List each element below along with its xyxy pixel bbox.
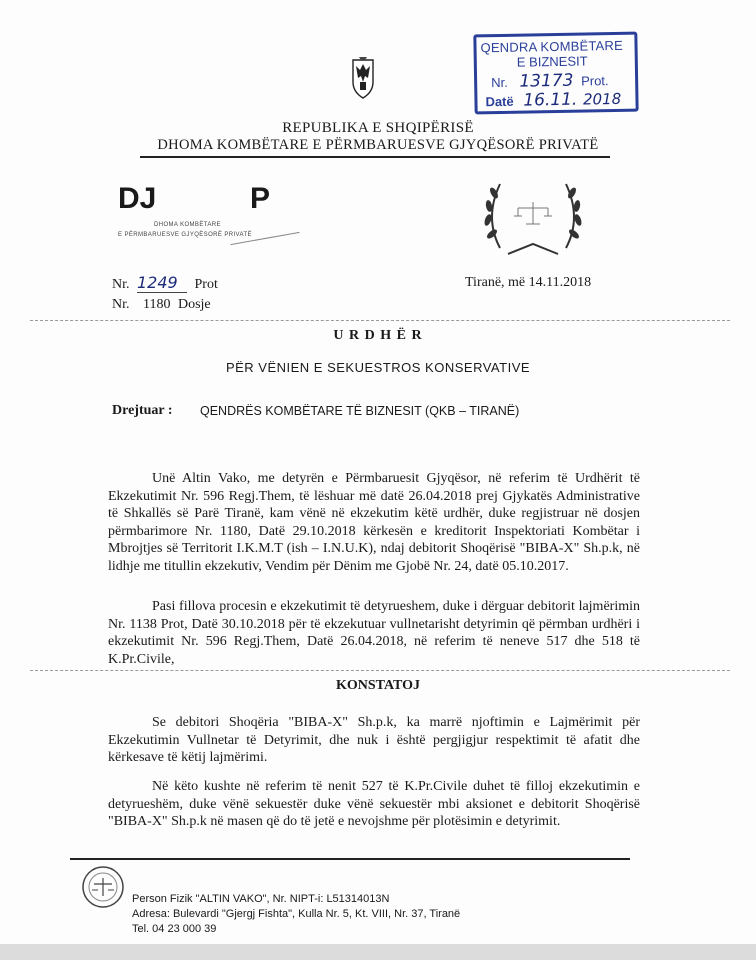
reference-divider <box>30 320 730 321</box>
stamp-date-value: 16.11. <box>523 89 578 111</box>
footer-divider <box>70 858 630 860</box>
section-heading: KONSTATOJ <box>335 678 421 693</box>
laurel-scales-seal-icon <box>478 168 588 264</box>
logo-small-line-1: DHOMA KOMBËTARE <box>154 222 221 228</box>
prot-reference <box>112 273 218 293</box>
paragraph-3-text: Se debitori Shoqëria "BIBA-X" Sh.p.k, ka marrë njoftimin e Lajmërimit për Ekzekutimin Vullnetar të Detyrimit, dhe nuk i është pergjigjur respektimit të afatit dhe kërkesave të këtij lajmërimi. <box>108 715 640 765</box>
footer-line-1: Person Fizik "ALTIN VAKO", Nr. NIPT-i: L51314013N <box>132 893 390 905</box>
header-republic: REPUBLIKA E SHQIPËRISË <box>282 120 474 136</box>
prot-number: 1249 <box>137 273 187 293</box>
addressee-label: Drejtuar : <box>112 403 173 418</box>
footer-line-2: Adresa: Bulevardi "Gjergj Fishta", Kulla Nr. 5, Kt. VIII, Nr. 37, Tiranë <box>132 908 461 920</box>
logo-letters-left: DJ <box>118 182 157 215</box>
stamp-prot-label: Prot. <box>580 73 609 89</box>
paragraph-2-text: Pasi fillova procesin e ekzekutimit të detyrueshem, duke i dërguar debitorit lajmërimin Nr. 1138 Prot, Datë 30.10.2018 për të ekzekutuar vullnetarisht detyrimin që përmban urdhëri i ekzekutimit Nr. 596 Regj.Them, Datë 26.04.2018, në referim të neneve 517 dhe 518 të K.Pr.Civile, <box>108 599 640 667</box>
footer-line-3: Tel. 04 23 000 39 <box>132 923 217 935</box>
header-divider <box>140 156 610 158</box>
stamp-date-row <box>485 89 621 111</box>
paragraph-4 <box>108 778 640 831</box>
stamp-line-1: QENDRA KOMBËTARE <box>480 37 624 56</box>
prot-nr-label: Nr. <box>112 277 130 292</box>
logo-letter-right: P <box>250 182 271 215</box>
dosje-label: Dosje <box>177 297 211 312</box>
header-chamber: DHOMA KOMBËTARE E PËRMBARUESVE GJYQËSORË PRIVATË <box>157 137 599 153</box>
qkb-received-stamp <box>473 32 638 115</box>
document-subtitle: PËR VËNIEN E SEKUESTROS KONSERVATIVE <box>225 360 531 375</box>
paragraph-1 <box>108 470 640 575</box>
albanian-emblem-icon <box>350 56 376 100</box>
stamp-year-value: 2018 <box>582 89 622 109</box>
paragraph-4-text: Në këto kushte në referim të nenit 527 të K.Pr.Civile duhet të filloj ekzekutimin e detyrueshëm, duke vënë sekuestër duke vënë sekuestër mbi aksionet e debitorit Shoqërisë "BIBA-X" Sh.p.k në masen që do të jetë e nevojshme për plotësimin e detyrimit. <box>108 779 640 829</box>
dosje-number: 1180 <box>143 297 171 312</box>
dosje-nr-label: Nr. <box>112 297 130 312</box>
prot-label: Prot <box>194 277 218 292</box>
stamp-nr-value: 13173 <box>519 70 574 92</box>
footer-seal-icon <box>80 864 126 910</box>
dosje-reference <box>112 297 211 313</box>
paragraph-3 <box>108 714 640 767</box>
stamp-nr-label: Nr. <box>491 74 508 91</box>
scan-bottom-edge <box>0 944 756 960</box>
logo-small-line-2: E PËRMBARUESVE GJYQËSORË PRIVATË <box>118 232 252 238</box>
paragraph-1-text: Unë Altin Vako, me detyrën e Përmbaruesit Gjyqësor, në referim të Urdhërit të Ekzekutimit Nr. 596 Regj.Them, të lëshuar më datë 26.04.2018 prej Gjykatës Administrative të Shkallës së Parë Tiranë, kam vënë në ekzekutim këtë urdhër, duke regjistruar në dosjen përmbarimore Nr. 1180, Datë 29.10.2018 kërkesën e kreditorit Inspektoriati Kombëtar i Mbrojtjes së Territorit I.K.M.T (ish – I.N.U.K), ndaj debitorit Shoqërisë "BIBA-X" Sh.p.k, në lidhje me titullin ekzekutiv, Vendim për Dënim me Gjobë Nr. 24, datë 05.10.2017. <box>108 471 640 574</box>
place-date: Tiranë, më 14.11.2018 <box>465 275 592 290</box>
addressee-value: QENDRËS KOMBËTARE TË BIZNESIT (QKB – TIRANË) <box>200 404 520 418</box>
body-divider <box>30 670 730 671</box>
paragraph-2 <box>108 598 640 668</box>
document-title: U R D H Ë R <box>333 328 423 343</box>
djp-logo <box>118 182 288 242</box>
stamp-date-label: Datë <box>485 93 514 110</box>
stamp-line-2: E BIZNESIT <box>516 53 588 70</box>
